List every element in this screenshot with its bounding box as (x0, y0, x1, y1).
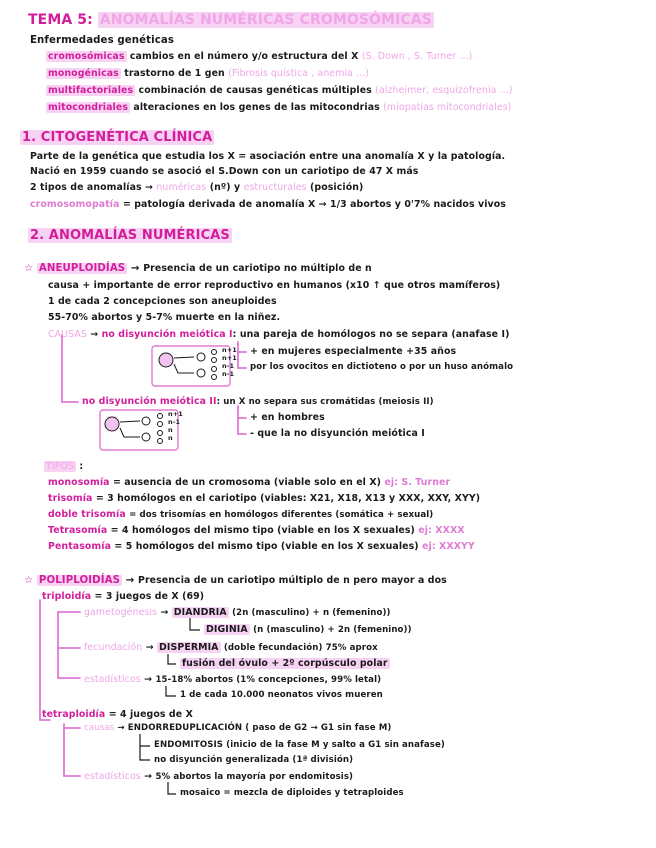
meiosis-diagram-2 (100, 410, 178, 450)
diagram-1-labels: n+1 n+1 n-1 n-1 (222, 346, 237, 378)
aneu-bullet-1: causa + importante de error reproductivo en humanos (x10 ↑ que otros mamíferos) (48, 280, 501, 291)
triploidia-row: triploidía = 3 juegos de X (69) (42, 591, 205, 602)
diagram-2-labels: n+1 n-1 n n (168, 410, 183, 442)
tipos-label: TIPOS : (46, 461, 84, 472)
intro-desc: trastorno de 1 gen (124, 68, 225, 79)
aneuploidias-term: ANEUPLOIDÍAS (38, 263, 126, 274)
causas-2-row: causas → ENDORREDUPLICACIÓN ( paso de G2 → G1 sin fase M) (84, 723, 392, 733)
nd2-sub-2: - que la no disyunción meiótica I (250, 428, 425, 439)
causas-row: CAUSAS → no disyunción meiótica I: una pareja de homólogos no se separa (anafase I) (48, 329, 510, 340)
intro-term: mitocondriales (48, 102, 129, 113)
star-icon: ☆ (24, 263, 34, 274)
intro-term: multifactoriales (48, 85, 134, 96)
estadisticos-2b: mosaico = mezcla de diploides y tetraploides (180, 788, 404, 798)
intro-example: (miopatías mitocondriales) (383, 102, 512, 113)
section-2-heading: 2. ANOMALÍAS NUMÉRICAS (30, 228, 230, 243)
tipo-row-4: Tetrasomía = 4 homólogos del mismo tipo (viable en los X sexuales) ej: XXXX (48, 525, 465, 536)
intro-row-3 (46, 84, 513, 97)
nd2-row: no disyunción meiótica II: un X no separa sus cromátidas (meiosis II) (82, 396, 434, 407)
causa-no-disyuncion: no disyunción generalizada (1ª división) (154, 755, 354, 765)
arrow-icon: → (130, 263, 140, 274)
star-icon: ☆ (24, 575, 34, 586)
intro-term: cromosómicas (48, 51, 125, 62)
tipo-row-3: doble trisomía = dos trisomías en homólogos diferentes (somática + sexual) (48, 509, 434, 520)
nd2-sub-1: + en hombres (250, 412, 325, 423)
s1-line-1: Parte de la genética que estudia los X = asociación entre una anomalía X y la patología. (30, 151, 506, 162)
s1-line-3: 2 tipos de anomalías → numéricas (nº) y estructurales (posición) (30, 182, 364, 193)
estadisticos-2-row: estadísticos → 5% abortos la mayoría por endomitosis) (84, 771, 354, 782)
intro-desc: cambios en el número y/o estructura del X (129, 51, 359, 62)
intro-heading: Enfermedades genéticas (30, 35, 174, 46)
diginia-row: DIGINIA (n (masculino) + 2n (femenino)) (206, 624, 412, 635)
poliploidias-def: Presencia de un cariotipo múltiplo de n pero mayor a dos (137, 575, 447, 586)
aneuploidias-def: Presencia de un cariotipo no múltiplo de n (143, 263, 372, 274)
nd1-sub-1: + en mujeres especialmente +35 años (250, 346, 457, 357)
estadisticos-1-row: estadísticos → 15-18% abortos (1% concepciones, 99% letal) (84, 674, 382, 685)
aneuploidias-row (24, 262, 372, 275)
estadisticos-1b: 1 de cada 10.000 neonatos vivos mueren (180, 690, 383, 700)
intro-example: (alzheimer, esquizofrenia ...) (375, 85, 513, 96)
s1-line-2: Nació en 1959 cuando se asoció el S.Down con un cariotipo de 47 X más (30, 166, 419, 177)
intro-desc: alteraciones en los genes de las mitocondrias (133, 102, 380, 113)
intro-term: monogénicas (48, 68, 119, 79)
intro-row-1 (46, 50, 472, 63)
intro-desc: combinación de causas genéticas múltiples (138, 85, 372, 96)
poliploidias-term: POLIPLOIDÍAS (38, 575, 121, 586)
title-text: ANOMALÍAS NUMÉRICAS CROMOSÓMICAS (99, 12, 432, 28)
tetraploidia-row: tetraploidía = 4 juegos de X (42, 709, 193, 720)
title-sep: : (87, 12, 93, 28)
meiosis-diagram-1 (152, 346, 230, 386)
nd1-sub-2: por los ovocitos en dictioteno o por un huso anómalo (250, 362, 514, 372)
tipo-row-1: monosomía = ausencia de un cromosoma (viable solo en el X) ej: S. Turner (48, 477, 451, 488)
tipo-row-5: Pentasomía = 5 homólogos del mismo tipo (viable en los X sexuales) ej: XXXYY (48, 541, 475, 552)
gametogenesis-row: gametogénesis → DIANDRIA (2n (masculino) + n (femenino)) (84, 607, 391, 618)
poliploidias-row (24, 574, 447, 587)
tipo-row-2: trisomía = 3 homólogos en el cariotipo (viables: X21, X18, X13 y XXX, XXY, XYY) (48, 493, 481, 504)
intro-row-2 (46, 67, 369, 80)
intro-example: (Fibrosis quística , anemia ...) (228, 68, 370, 79)
intro-example: (S. Down , S. Turner ...) (361, 51, 473, 62)
arrow-icon: → (125, 575, 135, 586)
aneu-bullet-3: 55-70% abortos y 5-7% muerte en la niñez. (48, 312, 281, 323)
causa-endomitosis: ENDOMITOSIS (inicio de la fase M y salto a G1 sin anafase) (154, 740, 445, 750)
s1-line-4: cromosomopatía = patología derivada de anomalía X → 1/3 abortos y 0'7% nacidos vivos (30, 199, 506, 210)
fecundacion-row: fecundación → DISPERMIA (doble fecundación) 75% aprox (84, 642, 378, 653)
fusion-row: fusión del óvulo + 2º corpúsculo polar (182, 658, 388, 669)
title-prefix: TEMA 5 (28, 12, 88, 28)
page-title (28, 12, 434, 29)
section-1-heading: 1. CITOGENÉTICA CLÍNICA (22, 130, 213, 145)
intro-row-4 (46, 101, 512, 114)
aneu-bullet-2: 1 de cada 2 concepciones son aneuploides (48, 296, 277, 307)
